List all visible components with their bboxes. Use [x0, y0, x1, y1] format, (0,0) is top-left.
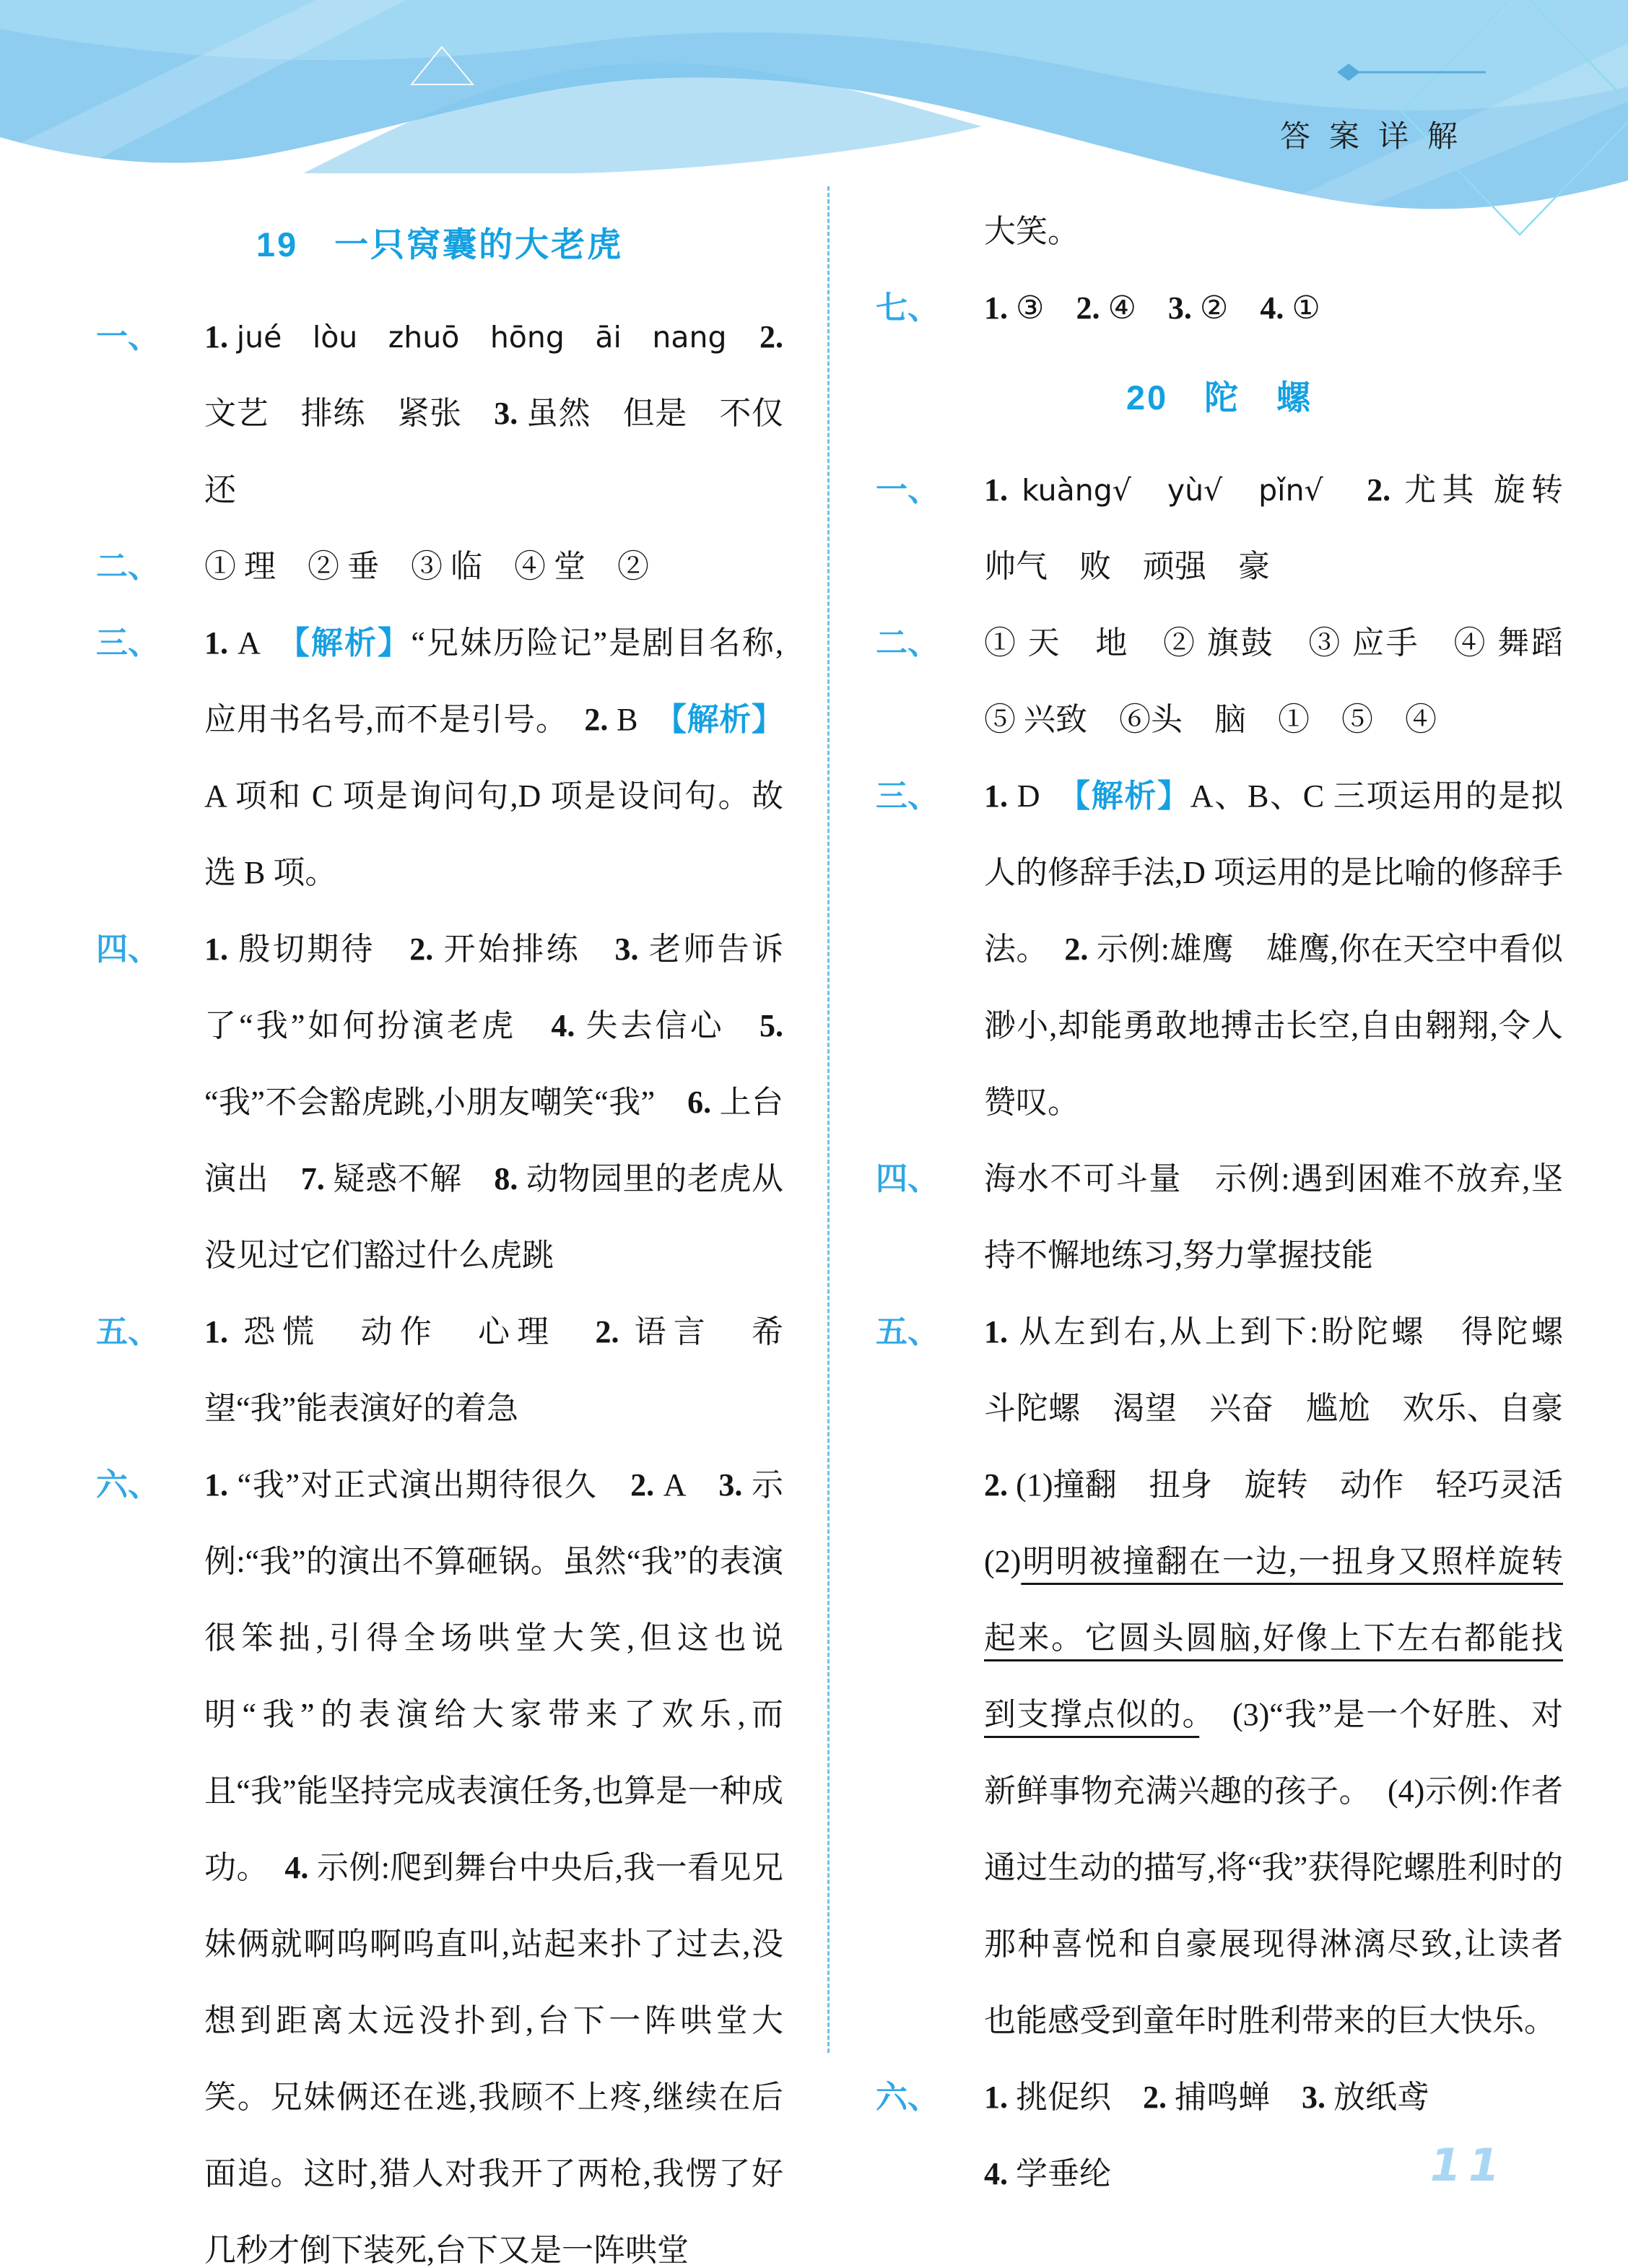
text-segment: 4.: [551, 1008, 586, 1043]
text-segment: 失去信心: [586, 1008, 760, 1043]
answer-item: [96, 1447, 783, 2268]
answer-item: [876, 1294, 1596, 2059]
answer-content: [204, 911, 783, 1294]
section-marker: 二、: [96, 549, 160, 584]
text-segment: 学垂纶: [1016, 2156, 1111, 2191]
section-marker: 四、: [96, 931, 160, 967]
text-segment: 捕鸣蝉: [1175, 2080, 1302, 2115]
text-segment: 1.: [204, 931, 239, 967]
text-segment: 2.: [1076, 290, 1108, 326]
text-segment: 1.: [984, 2080, 1016, 2115]
answer-item: [876, 270, 1563, 347]
text-segment: 2.: [1367, 472, 1405, 508]
text-segment: 示例:雄鹰 雄鹰,你在天空中看似渺小,却能勇敢地搏击长空,自由翱翔,令人赞叹。: [984, 931, 1564, 1120]
text-segment: [727, 319, 760, 355]
answer-content: [984, 1294, 1596, 2059]
text-segment: B: [617, 702, 671, 737]
answer-content: [984, 1141, 1563, 1294]
text-segment: 明明被撞翻在一边,一扭身又照样旋转起来。它圆头圆脑,好像上下左右都能找到支撑点似的。: [984, 1544, 1563, 1732]
answer-content: [204, 605, 783, 911]
text-segment: 1.: [204, 625, 238, 661]
text-segment: 海水不可斗量 示例:遇到困难不放弃,坚持不懈地练习,努力掌握技能: [984, 1161, 1563, 1273]
column-right: [876, 194, 1596, 2212]
text-segment: 2.: [409, 931, 444, 967]
text-segment: 4.: [1260, 290, 1292, 326]
text-segment: “我”对正式演出期待很久: [237, 1467, 631, 1503]
page-title: 答案详解: [1279, 119, 1476, 153]
text-segment: 【解析】: [293, 625, 412, 661]
text-segment: 2.: [984, 1467, 1017, 1503]
answer-content: [984, 452, 1596, 605]
answer-item: [96, 529, 783, 605]
text-segment: 3.: [718, 1467, 752, 1503]
text-segment: D: [1017, 778, 1074, 814]
text-segment: ①: [1292, 290, 1320, 326]
answer-content: [204, 1447, 783, 2268]
section-marker: 四、: [876, 1161, 939, 1196]
text-segment: 放纸鸢: [1333, 2080, 1429, 2115]
section-marker: 五、: [96, 1314, 160, 1350]
text-segment: ④: [1107, 290, 1168, 326]
text-segment: A、B、C 三项运用的是拟人的修辞手法,D 项运用的是比喻的修辞手法。: [984, 778, 1564, 967]
text-segment: 挑促织: [1016, 2080, 1143, 2115]
text-segment: 5.: [759, 1008, 784, 1043]
answer-item: [876, 1141, 1563, 1294]
text-segment: 从左到右,从上到下:盼陀螺 得陀螺 斗陀螺 渴望 兴奋 尴尬 欢乐、自豪: [984, 1314, 1595, 1426]
text-segment: 3.: [1167, 290, 1200, 326]
page-number: 11: [1429, 2139, 1507, 2191]
text-segment: 大笑。: [984, 214, 1079, 249]
lesson-title: 20 陀 螺: [1126, 378, 1313, 417]
answer-content: [204, 1294, 783, 1447]
text-segment: 2.: [1064, 931, 1097, 967]
text-segment: 1.: [984, 472, 1022, 508]
answer-item: [96, 911, 783, 1294]
text-segment: kuàng√ yù√ pǐn√: [1022, 473, 1323, 508]
text-segment: 1.: [984, 290, 1016, 326]
text-segment: 老师告诉了“我”如何扮演老虎: [204, 931, 783, 1043]
text-segment: 8.: [494, 1161, 526, 1196]
text-segment: ① 天 地 ② 旗鼓 ③ 应手 ④ 舞蹈 ⑤ 兴致 ⑥头 脑 ① ⑤ ④: [984, 625, 1595, 737]
text-segment: 示例:“我”的演出不算砸锅。虽然“我”的表演很笨拙,引得全场哄堂大笑,但这也说明“我”的表演给大家带来了欢乐,而且“我”能坚持完成表演任务,也算是一种成功。: [204, 1467, 784, 1885]
text-segment: 7.: [300, 1161, 334, 1196]
text-segment: ③: [1016, 290, 1076, 326]
text-segment: 【解析】: [670, 702, 784, 737]
section-marker: 三、: [876, 778, 939, 814]
text-segment: (3)“我”是一个好胜、对新鲜事物充满兴趣的孩子。 (4)示例:作者通过生动的描写,将“我”获得陀螺胜利时的那种喜悦和自豪展现得淋漓尽致,让读者也能感受到童年时胜利带来的巨大快乐。: [984, 1697, 1563, 2038]
text-segment: 1.: [204, 319, 237, 355]
section-marker: 二、: [876, 625, 939, 661]
answer-content: [984, 270, 1563, 347]
answer-content: [984, 194, 1563, 270]
text-segment: 恐慌 动作 心理: [243, 1314, 596, 1350]
answer-item: [876, 452, 1596, 605]
section-marker: 七、: [876, 290, 939, 326]
text-segment: 2.: [584, 702, 617, 737]
answer-item: [876, 758, 1563, 1141]
section-marker: 一、: [876, 472, 939, 508]
section-marker: 一、: [96, 319, 160, 355]
text-segment: 4.: [984, 2156, 1016, 2191]
text-segment: 2.: [595, 1314, 635, 1350]
text-segment: 1.: [984, 1314, 1019, 1350]
text-segment: 动物园里的老虎从没见过它们豁过什么虎跳: [204, 1161, 784, 1273]
text-segment: 3.: [614, 931, 649, 967]
text-segment: 3.: [494, 396, 526, 431]
text-segment: 1.: [204, 1467, 238, 1503]
text-segment: A: [663, 1467, 719, 1503]
text-segment: 示例:爬到舞台中央后,我一看见兄妹俩就啊呜啊呜直叫,站起来扑了过去,没想到距离太远没扑到,台下一阵哄堂大笑。兄妹俩还在逃,我顾不上疼,继续在后面追。这时,猎人对我开了两枪,我愣了好几秒才倒下装死,台下又是一阵哄堂: [204, 1850, 784, 2268]
text-segment: 文艺 排练 紧张: [204, 396, 495, 431]
text-segment: 语言 希望“我”能表演好的着急: [204, 1314, 784, 1426]
column-divider: [827, 186, 830, 2053]
text-segment: 6.: [687, 1085, 720, 1120]
text-segment: [1323, 472, 1367, 508]
text-segment: “我”不会豁虎跳,小朋友嘲笑“我”: [204, 1085, 688, 1120]
text-segment: A 项和 C 项是询问句,D 项是设问句。故选 B 项。: [204, 778, 783, 890]
text-segment: 【解析】: [1074, 778, 1190, 814]
answer-content: [204, 529, 783, 605]
text-segment: “兄妹历险记”是剧目名称,应用书名号,而不是引号。: [204, 625, 783, 737]
text-segment: ① 理 ② 垂 ③ 临 ④ 堂 ②: [204, 549, 649, 584]
section-marker: 六、: [876, 2080, 939, 2115]
text-segment: 3.: [1302, 2080, 1333, 2115]
text-segment: 2.: [1143, 2080, 1175, 2115]
text-segment: A: [238, 625, 294, 661]
answer-content: [984, 758, 1563, 1141]
text-segment: 虽然 但是 不仅 还: [204, 396, 816, 508]
answer-item: [876, 605, 1595, 758]
text-segment: 2.: [759, 319, 783, 355]
section-marker: 六、: [96, 1467, 160, 1503]
text-segment: ②: [1199, 290, 1261, 326]
text-segment: 开始排练: [443, 931, 615, 967]
section-marker: 三、: [96, 625, 160, 661]
answer-content: [984, 605, 1595, 758]
lesson-title: 19 一只窝囊的大老虎: [256, 225, 624, 264]
column-left: [96, 194, 816, 2268]
text-segment: 尤其 旋转 帅气 败 顽强 豪: [984, 472, 1596, 584]
answer-item: [876, 194, 1563, 270]
text-segment: 疑惑不解: [333, 1161, 495, 1196]
text-segment: (1)撞翻 扭身 旋转 动作 轻巧灵活 (2): [984, 1467, 1596, 1579]
text-segment: 1.: [204, 1314, 244, 1350]
text-segment: 2.: [630, 1467, 663, 1503]
text-segment: 1.: [984, 778, 1017, 814]
text-segment: 上台演出: [204, 1085, 784, 1196]
section-marker: 五、: [876, 1314, 939, 1350]
text-segment: 殷切期待: [238, 931, 410, 967]
text-segment: jué lòu zhuō hōng āi nang: [236, 320, 727, 355]
answer-item: [96, 605, 783, 911]
answer-item: [96, 1294, 783, 1447]
answer-item: [96, 299, 816, 529]
text-segment: 4.: [284, 1850, 317, 1885]
answer-content: [204, 299, 816, 529]
